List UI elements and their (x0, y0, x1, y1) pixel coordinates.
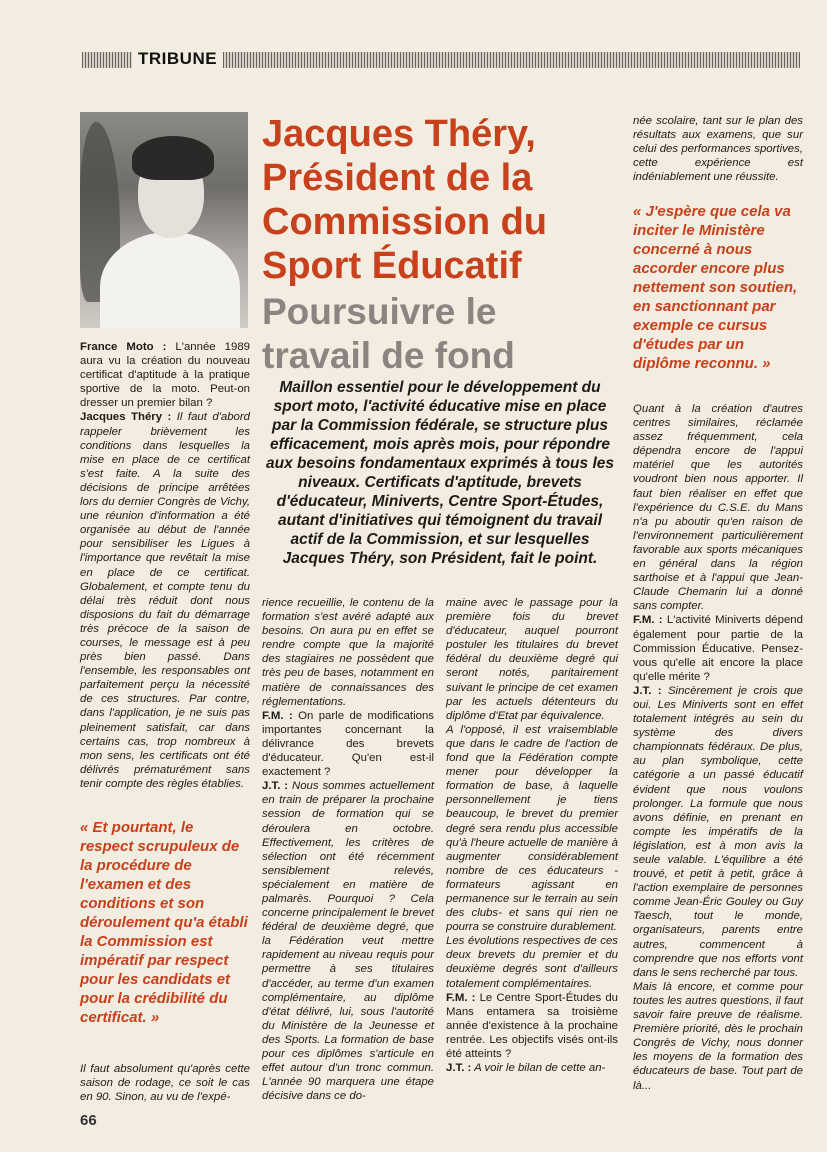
speaker: Jacques Théry : (80, 411, 172, 424)
body-paragraph: rience recueillie, le contenu de la formation s'est avéré adapté aux besoins. On aura pu en effet se rendre compte que la majorité des stagiaires ne possèdent que très peu de bases, notamment en matière de connaissances des réglementations. (262, 597, 434, 708)
column-1 (80, 340, 250, 791)
question-text: L'année 1989 aura vu la création du nouveau certificat d'aptitude à la pratique sportive de la moto. Peut-on dresser un premier bilan ? (80, 341, 250, 410)
portrait-photo (80, 112, 248, 328)
article-subtitle: Poursuivre le travail de fond (262, 291, 515, 376)
speaker: J.T. : (262, 780, 289, 793)
pull-quote-2: « J'espère que cela va inciter le Ministère concerné à nous accorder encore plus nettement son soutien, en sanctionnant par exemple ce cursus d'études par un diplôme reconnu. » (633, 203, 798, 372)
article-intro: Maillon essentiel pour le développement du sport moto, l'activité éducative mise en place par la Commission fédérale, se structure plus efficacement, mois après mois, pour répondre aux besoins fondamentaux exprimés à tous les niveaux. Certificats d'aptitude, brevets d'éducateur, Miniverts, Centre Sport-Études, autant d'initiatives qui témoignent du travail actif de la Commission, et sur lesquelles Jacques Théry, son Président, fait le point. (265, 379, 614, 567)
column-4 (633, 114, 803, 184)
body-paragraph: née scolaire, tant sur le plan des résultats aux examens, que sur celui des performances sportives, cette expérience est indéniablement une réussite. (633, 115, 803, 184)
column-4-continued (633, 402, 803, 1093)
speaker: F.M. : (633, 614, 663, 627)
column-1-continued (80, 1062, 250, 1104)
speaker: J.T. : (446, 1062, 472, 1075)
answer-text: Nous sommes actuellement en train de préparer la prochaine session de formation qui se déroulera en octobre. Effectivement, les critères de sélection ont été récemment sensiblement relevés, spécialement en matière de palmarès. Pourquoi ? Cela concerne principalement le brevet fédéral de deuxième degré, que la Fédération veut mettre rapidement au niveau requis pour permettre à ses titulaires d'accéder, au terme d'un examen complémentaire, au diplôme d'état délivré, lui, sous l'autorité du Ministère de la Jeunesse et des Sports. La formation de base pour ces diplômes s'articule en effet autour d'un tronc commun. L'année 90 marquera une étape décisive dans ce do- (262, 780, 434, 1103)
body-paragraph: Il faut absolument qu'après cette saison de rodage, ce soit le cas en 90. Sinon, au vu de l'expé- (80, 1063, 250, 1104)
interview-block (633, 613, 803, 683)
body-paragraph: maine avec le passage pour la première fois du brevet d'éducateur, auquel pourront postuler les titulaires du brevet fédéral du deuxième degré qui seront notés, paritairement suivant le principe de cet examen par les actuels détenteurs du diplôme d'Etat par équivalence. (446, 597, 618, 722)
speaker: F.M. : (262, 709, 293, 722)
interview-block (262, 779, 434, 1103)
section-label: TRIBUNE (132, 49, 223, 69)
question-text: On parle de modifications importantes concernant la délivrance des brevets d'éducateur. Qu'en est-il exactement ? (262, 709, 434, 779)
pull-quote-1: « Et pourtant, le respect scrupuleux de la procédure de l'examen et des conditions et son déroulement qu'a établi la Commission est impératif par respect pour les candidats et pour la crédibilité du certificat. » (80, 819, 248, 1026)
interview-block (633, 684, 803, 980)
interview-block (446, 991, 618, 1061)
body-paragraph: Quant à la création d'autres centres similaires, réclamée assez fréquemment, cela dépendra encore de l'appui matériel que les autorités voudront bien nous apporter. Il faut bien réaliser en effet que l'expérience du C.S.E. du Mans n'a pu aboutir qu'en raison de l'environnement particulièrement favorable aux sports mécaniques en général dans la région sarthoise et à l'appui que Jean-Claude Chemarin lui a donné sans compter. (633, 403, 803, 613)
interview-block (262, 709, 434, 779)
answer-text: Sincèrement je crois que oui. Les Miniverts sont en effet totalement intégrés au sein du système des divers championnats fédéraux. De plus, au plan symbolique, cette catégorie a un passé éducatif évident que nous voulons prolonger. La formule que nous avons définie, en prenant en compte les impératifs de la législation, est à mon avis la seule valable. L'équilibre a été trouvé, et petit à petit, grâce à l'action exemplaire de personnes comme Jean-Éric Gouley ou Guy Taesch, tout le monde, organisateurs, parents entre autres, commencent à comprendre que nos efforts vont dans le sens recherché par tous. (633, 684, 803, 979)
question-text: Le Centre Sport-Études du Mans entamera sa troisième année d'existence à la prochaine rentrée. Les objectifs visés ont-ils été atteints ? (446, 991, 618, 1060)
body-paragraph: Les évolutions respectives de ces deux brevets du premier et du deuxième degrés sont d'ailleurs totalement complémentaires. (446, 935, 618, 990)
answer-text: A voir le bilan de cette an- (471, 1062, 606, 1075)
speaker: France Moto : (80, 341, 167, 353)
answer-text: Il faut d'abord rappeler brièvement les conditions dans lesquelles la mise en place de ce certificat s'est faite. A la suite des décisions de principe arrêtées lors du dernier Congrès de Vichy, une réunion d'information a été organisée au début de l'année pour sensibiliser les Ligues à l'importance que revêtait la mise en place de ce certificat. Globalement, et compte tenu du délai très réduit dont nous disposions du fait du démarrage très précoce de la saison de courses, le message est à peu près bien passé. Dans l'ensemble, les responsables ont parfaitement perçu la nécessité de ces structures. Par contre, dans l'application, je ne suis pas pleinement satisfait, car dans certains cas, trop nombreux à mon sens, les certificats ont été délivrés prématurément sans tenir compte des règles établies. (80, 411, 250, 790)
column-2 (262, 596, 434, 1103)
article-title: Jacques Théry, Président de la Commission du Sport Éducatif (262, 113, 548, 287)
question-text: L'activité Miniverts dépend également pour partie de la Commission Éducative. Pensez-vous qu'elle ait encore la place qu'elle mérite ? (633, 614, 803, 683)
column-3 (446, 596, 618, 1075)
body-paragraph: Mais là encore, et comme pour toutes les autres questions, il faut savoir faire preuve de réalisme. Première priorité, dès le prochain Congrès de Vichy, nous donner les moyens de la formation des éducateurs de base. Tout part de là... (633, 980, 803, 1092)
page-number: 66 (80, 1112, 97, 1129)
speaker: J.T. : (633, 684, 662, 697)
interview-block (80, 340, 250, 410)
interview-block (446, 1061, 618, 1075)
speaker: F.M. : (446, 991, 476, 1004)
interview-block (80, 410, 250, 791)
body-paragraph: A l'opposé, il est vraisemblable que dans le cadre de l'action de fond que la Fédération compte mener pour développer la formation de base, à laquelle personnellement je tiens beaucoup, le brevet du premier degré sera rendu plus accessible qu'à l'heure actuelle de manière à augmenter considérablement nombre de ces éducateurs -formateurs agissant en permanence sur le terrain au sein des clubs- et sans qui rien ne pourra se construire durablement. (446, 723, 618, 934)
